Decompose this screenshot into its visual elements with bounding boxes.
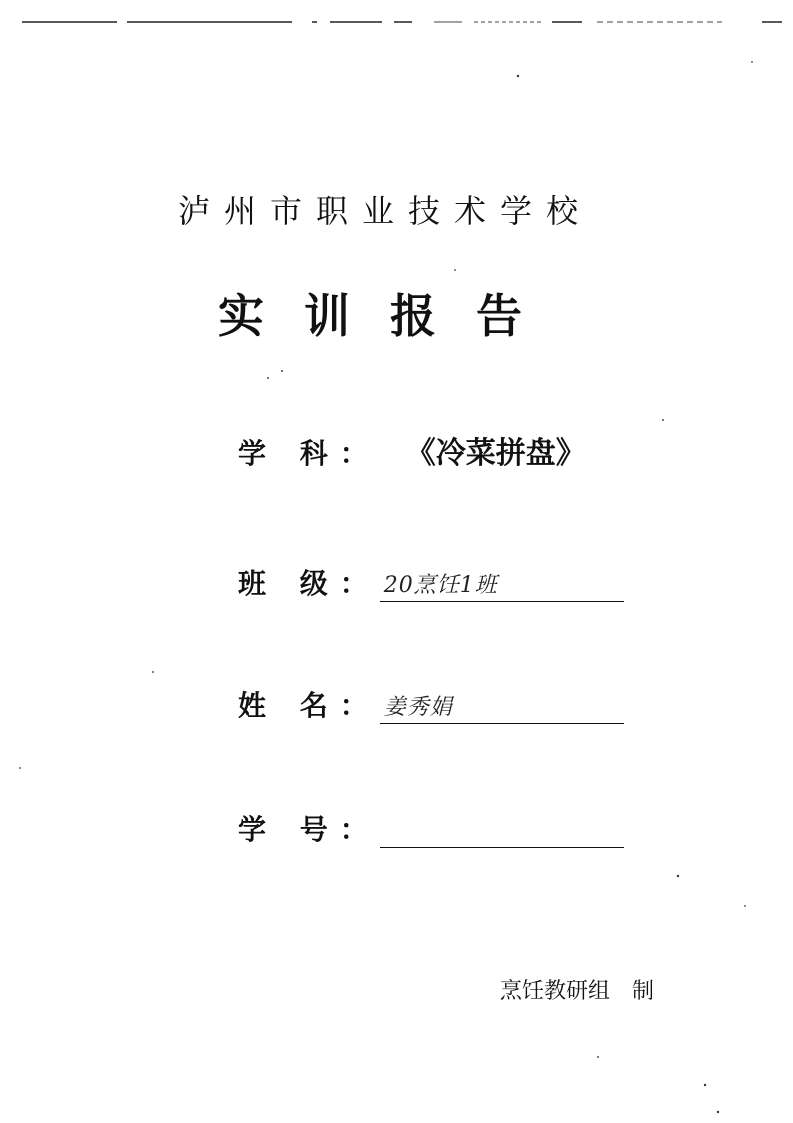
name-label: 姓 名： bbox=[238, 689, 380, 722]
class-handwritten-value: 20烹饪1班 bbox=[383, 573, 498, 598]
student-id-row bbox=[238, 804, 624, 848]
report-title: 实训报告 bbox=[218, 289, 562, 343]
name-row bbox=[238, 680, 624, 724]
student-id-label: 学 号： bbox=[238, 813, 380, 846]
subject-row bbox=[238, 428, 586, 472]
class-row bbox=[238, 558, 624, 602]
student-id-field[interactable] bbox=[380, 807, 624, 848]
name-field[interactable] bbox=[380, 683, 624, 724]
subject-label: 学 科： bbox=[238, 437, 380, 470]
class-label: 班 级： bbox=[238, 567, 380, 600]
made-by-footer: 烹饪教研组 制 bbox=[500, 979, 655, 1004]
class-field[interactable] bbox=[380, 561, 624, 602]
subject-value: 《冷菜拼盘》 bbox=[405, 436, 586, 471]
school-name: 泸州市职业技术学校 bbox=[177, 192, 592, 230]
scan-top-edge bbox=[22, 20, 782, 24]
name-handwritten-value: 姜秀娟 bbox=[383, 695, 453, 720]
